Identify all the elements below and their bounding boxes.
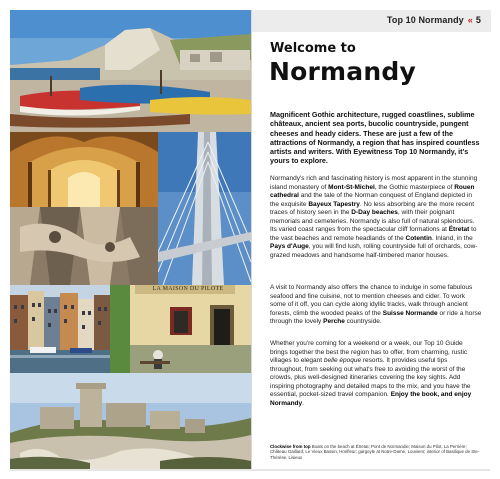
photo-etretat-beach <box>10 10 251 132</box>
page-shadow <box>10 469 490 471</box>
intro-paragraph: Magnificent Gothic architecture, rugged coastlines, sublime châteaux, ancient sea ports, bucolic countryside, pungent cheeses and heady ciders. These are just a few of the attractions of Normandy, a region that has inspired countless artists and writers. With Eyewitness Top 10 Normandy, it's yours to explore. <box>270 110 480 166</box>
photo-chateau-gaillard <box>10 373 251 469</box>
text-column <box>251 10 491 469</box>
header-text <box>387 15 481 25</box>
body-paragraph-history: Normandy's rich and fascinating history is most apparent in the stunning island monastery of Mont-St-Michel, the Gothic masterpiece of Rouen cathedral and the tale of the Norman conquest of England depicted in the exquisite Bayeux Tapestry. No less absorbing are the more recent traces of history seen in the D-Day beaches, with their poignant memorials and cemeteries. Normandy is also full of natural splendours. Its varied coast ranges from the spectacular cliff formations at Étretat to the vast beaches and remote headlands of the Cotentin. Inland, in the Pays d'Auge, you will find lush, rolling countryside full of orchards, cow-grazed meadows and handsome half-timbered manor houses. <box>270 175 478 259</box>
title-region: Normandy <box>269 57 416 86</box>
body-paragraph-guide: Whether you're coming for a weekend or a week, our Top 10 Guide brings together the best the region has to offer, from charming, rustic villages to elegant belle époque resorts. It provides useful tips throughout, from seeking out what's free to avoiding the worst of the crowds, plus well-designed itineraries covering the key sights. Add inspiring photography and detailed maps to the mix, and you have the essential, pocket-sized travel companion. Enjoy the book, and enjoy Normandy. <box>270 340 472 407</box>
chevron-left-icon: « <box>467 15 473 25</box>
photo-pont-de-normandie <box>158 132 251 285</box>
photo-collage <box>10 10 251 469</box>
page-number: 5 <box>475 15 481 25</box>
photo-caption: Clockwise from top Boats on the beach at Étretat; Pont de Normandie; Maison du Pilot, La Perrière; Château Gaillard; Le Vieux Bassin, Honfleur; gargoyle at Notre-Dame, Louviers; interior of Basilique de Ste-Thérèse, Lisieux <box>270 444 480 460</box>
photo-basilica-interior <box>10 132 158 207</box>
photo-honfleur-vieux-bassin <box>10 285 110 373</box>
body-paragraph-activities: A visit to Normandy also offers the chance to indulge in some fabulous seafood and fine cuisine, not to mention cheeses and cider. To work some of it off, you can cycle along idyllic tracks, walk through ancient forests, climb the wooded peaks of the Suisse Normande or ride a horse through the lovely Perche countryside. <box>270 284 482 325</box>
photo-gothic-gargoyle <box>10 207 158 285</box>
header-section-title: Top 10 Normandy <box>386 15 464 25</box>
photo-sign-text: LA MAISON DU PILOTE <box>152 286 224 292</box>
photo-maison-du-pilote <box>110 285 251 373</box>
running-header <box>252 10 491 32</box>
title-welcome: Welcome to <box>270 41 356 56</box>
